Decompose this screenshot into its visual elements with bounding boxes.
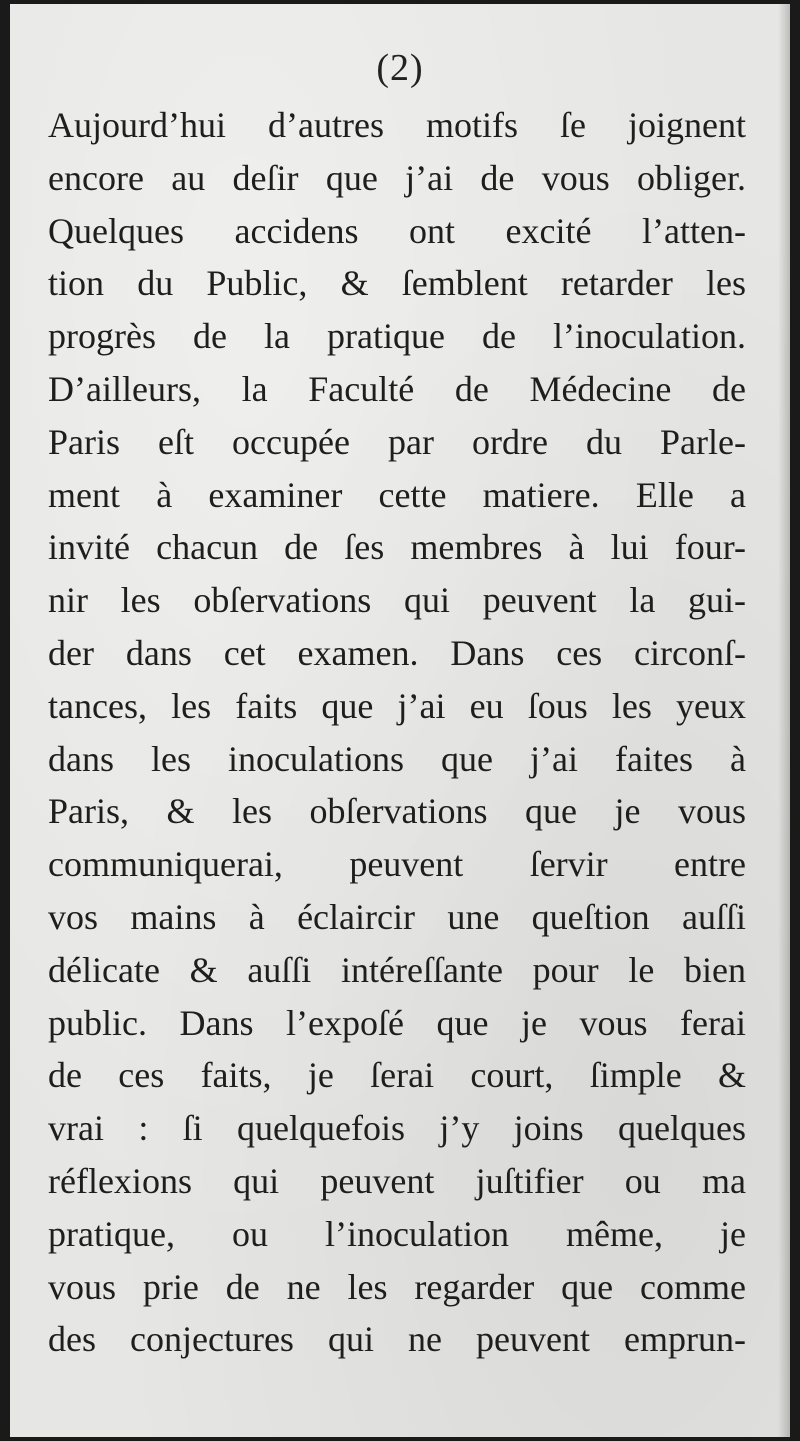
text-line: public. Dans l’expoſé que je vous ferai — [48, 1002, 746, 1043]
text-line: tion du Public, & ſemblent retarder les — [48, 263, 746, 304]
text-line: der dans cet examen. Dans ces circonſ- — [48, 632, 746, 673]
text-line: progrès de la pratique de l’inoculation. — [48, 316, 746, 357]
page-number: (2) — [376, 47, 424, 89]
text-line: encore au deſir que j’ai de vous obliger. — [48, 157, 746, 198]
body-text — [48, 99, 746, 1366]
book-page — [10, 4, 790, 1437]
text-line: pratique, ou l’inoculation même, je — [48, 1213, 746, 1254]
text-line: des conjectures qui ne peuvent emprun- — [48, 1319, 746, 1360]
text-line: de ces faits, je ſerai court, ſimple & — [48, 1055, 746, 1096]
text-line: Paris, & les obſervations que je vous — [48, 791, 746, 832]
text-line: ment à examiner cette matiere. Elle a — [48, 474, 746, 515]
text-line: Paris eſt occupée par ordre du Parle- — [48, 421, 746, 462]
text-line: D’ailleurs, la Faculté de Médecine de — [48, 368, 746, 409]
text-line: tances, les faits que j’ai eu ſous les yeux — [48, 685, 746, 726]
text-line: vrai : ſi quelquefois j’y joins quelques — [48, 1108, 746, 1149]
text-line: Aujourd’hui d’autres motifs ſe joignent — [48, 105, 746, 145]
text-line: vous prie de ne les regarder que comme — [48, 1266, 746, 1307]
text-line: réflexions qui peuvent juſtifier ou ma — [48, 1160, 746, 1201]
text-line: délicate & auſſi intéreſſante pour le bien — [48, 949, 746, 990]
text-line: invité chacun de ſes membres à lui four- — [48, 527, 746, 568]
text-line: communiquerai, peuvent ſervir entre — [48, 844, 746, 885]
text-line: dans les inoculations que j’ai faites à — [48, 738, 746, 779]
text-line: nir les obſervations qui peuvent la gui- — [48, 580, 746, 621]
text-line: Quelques accidens ont excité l’atten- — [48, 210, 746, 251]
text-line: vos mains à éclaircir une queſtion auſſi — [48, 896, 746, 937]
